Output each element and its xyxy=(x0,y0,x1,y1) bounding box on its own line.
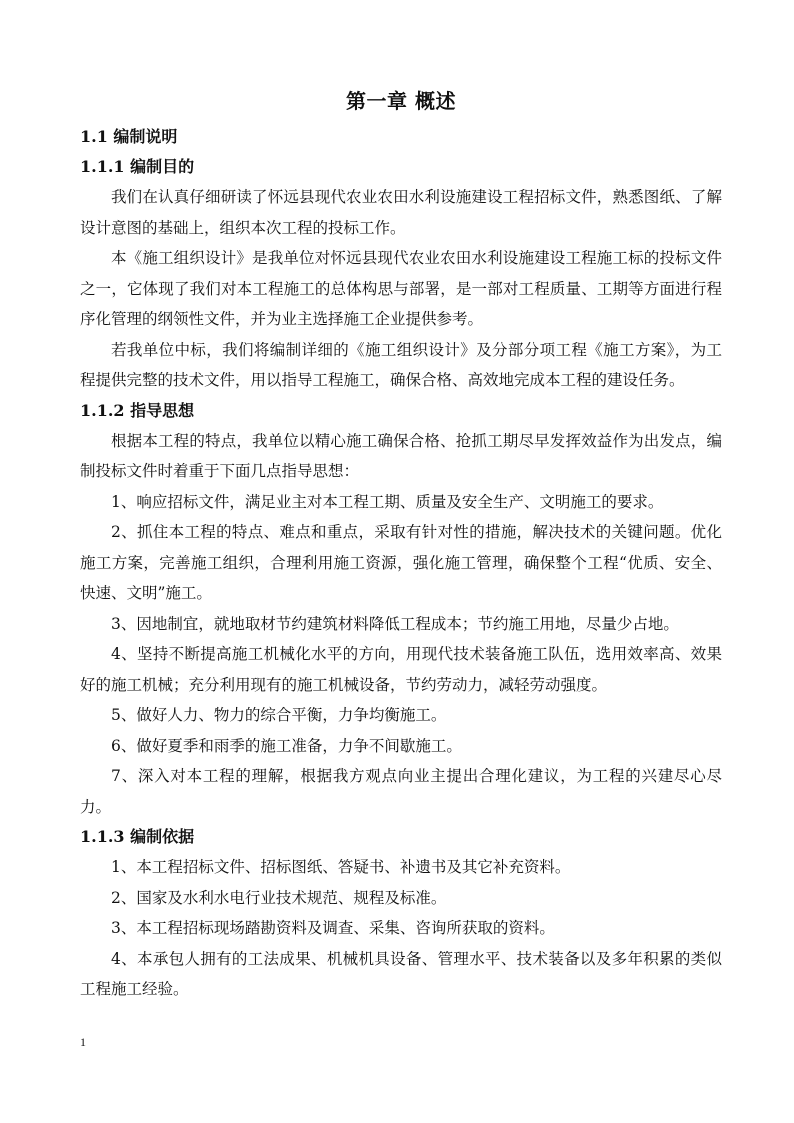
guidance-list-item: 4、坚持不断提高施工机械化水平的方向，用现代技术装备施工队伍，选用效率高、效果好的施工机械；充分利用现有的施工机械设备，节约劳动力，减轻劳动强度。 xyxy=(80,645,722,694)
section-heading-1-1-3: 1.1.3 编制依据 xyxy=(80,827,195,846)
chapter-title: 第一章 概述 xyxy=(346,89,456,113)
purpose-paragraph: 我们在认真仔细研读了怀远县现代农业农田水利设施建设工程招标文件，熟悉图纸、了解设计意图的基础上，组织本次工程的投标工作。 xyxy=(80,188,722,237)
basis-list-item: 3、本工程招标现场踏勘资料及调查、采集、咨询所获取的资料。 xyxy=(111,919,555,937)
purpose-paragraph: 若我单位中标，我们将编制详细的《施工组织设计》及分部分项工程《施工方案》，为工程提供完整的技术文件，用以指导工程施工，确保合格、高效地完成本工程的建设任务。 xyxy=(80,340,722,389)
guidance-list-item: 6、做好夏季和雨季的施工准备，力争不间歇施工。 xyxy=(111,736,462,755)
section-heading-1-1-1: 1.1.1 编制目的 xyxy=(80,157,195,176)
guidance-list-item: 5、做好人力、物力的综合平衡，力争均衡施工。 xyxy=(111,706,447,724)
guidance-list-item: 1、响应招标文件，满足业主对本工程工期、质量及安全生产、文明施工的要求。 xyxy=(111,492,664,511)
section-heading-1-1-2: 1.1.2 指导思想 xyxy=(80,400,195,420)
page-number: 1 xyxy=(80,1035,86,1049)
basis-list-item: 1、本工程招标文件、招标图纸、答疑书、补遗书及其它补充资料。 xyxy=(111,858,571,876)
guidance-list-item: 7、深入对本工程的理解，根据我方观点向业主提出合理化建议，为工程的兴建尽心尽力。 xyxy=(80,767,722,816)
guidance-list-item: 3、因地制宜，就地取材节约建筑材料降低工程成本；节约施工用地，尽量少占地。 xyxy=(111,614,679,633)
basis-list-item: 2、国家及水利水电行业技术规范、规程及标准。 xyxy=(111,888,447,907)
guidance-intro-paragraph: 根据本工程的特点，我单位以精心施工确保合格、抢抓工期尽早发挥效益作为出发点，编制投标文件时着重于下面几点指导思想： xyxy=(80,431,722,480)
purpose-paragraph: 本《施工组织设计》是我单位对怀远县现代农业农田水利设施建设工程施工标的投标文件之一，它体现了我们对本工程施工的总体构思与部署，是一部对工程质量、工期等方面进行程序化管理的纲领性文件，并为业主选择施工企业提供参考。 xyxy=(80,249,722,328)
guidance-list-item: 2、抓住本工程的特点、难点和重点，采取有针对性的措施，解决技术的关键问题。优化施工方案，完善施工组织，合理利用施工资源，强化施工管理，确保整个工程“优质、安全、快速、文明”施工。 xyxy=(80,523,722,602)
section-heading-1-1: 1.1 编制说明 xyxy=(80,127,178,146)
document-content xyxy=(80,84,722,1005)
basis-list-item: 4、本承包人拥有的工法成果、机械机具设备、管理水平、技术装备以及多年积累的类似工程施工经验。 xyxy=(80,949,722,998)
